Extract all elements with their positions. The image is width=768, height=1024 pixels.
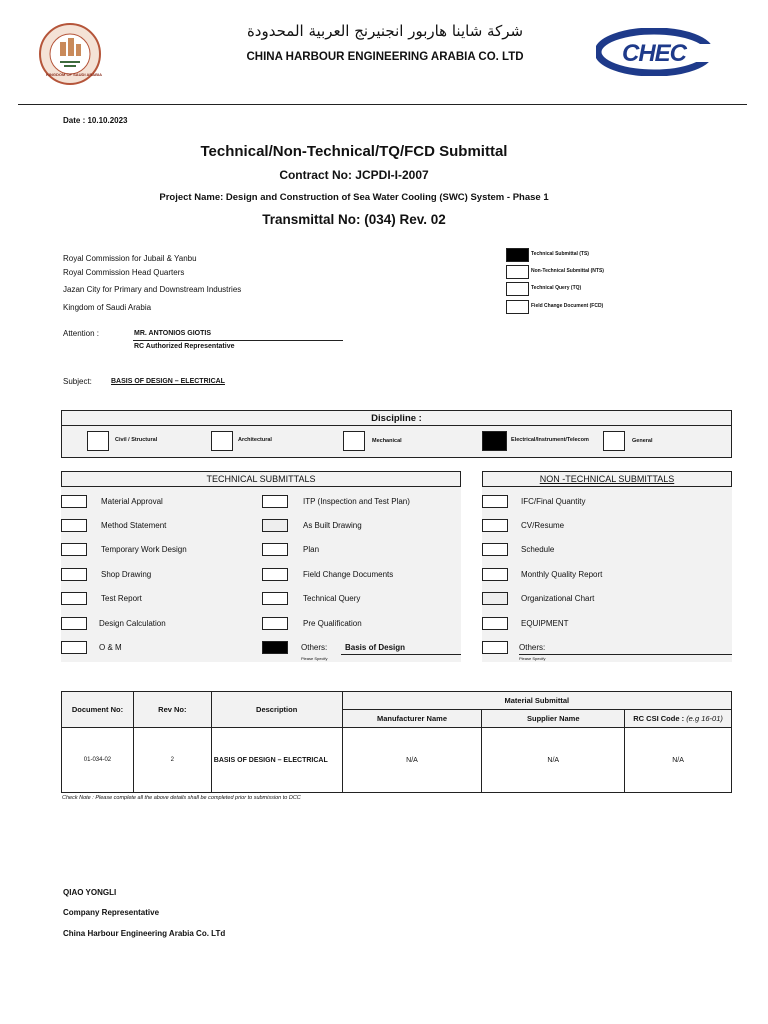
checkbox-shop-drawing[interactable] bbox=[61, 568, 87, 581]
cell-csi: N/A bbox=[625, 728, 732, 793]
non-technical-submittals-header bbox=[482, 471, 732, 487]
address-line: Royal Commission for Jubail & Yanbu bbox=[63, 254, 197, 263]
label-o-and-m: O & M bbox=[99, 643, 122, 652]
signatory-company: China Harbour Engineering Arabia Co. LTd bbox=[63, 929, 226, 938]
label-technical-submittal: Technical Submittal (TS) bbox=[531, 251, 589, 257]
label-technical-others: Others: bbox=[301, 643, 328, 652]
attention-underline bbox=[133, 340, 343, 341]
attention-name: MR. ANTONIOS GIOTIS bbox=[134, 330, 212, 337]
transmittal-number: Transmittal No: (034) Rev. 02 bbox=[262, 212, 446, 227]
technical-others-value[interactable]: Basis of Design bbox=[345, 643, 406, 652]
company-name-english: CHINA HARBOUR ENGINEERING ARABIA CO. LTD bbox=[246, 51, 524, 63]
label-temporary-work-design: Temporary Work Design bbox=[101, 545, 187, 554]
checkbox-civil-structural[interactable] bbox=[87, 431, 109, 451]
checkbox-cv-resume[interactable] bbox=[482, 519, 508, 532]
saudi-seal-logo bbox=[38, 22, 102, 86]
label-technical-query: Technical Query (TQ) bbox=[531, 285, 582, 291]
label-as-built-drawing: As Built Drawing bbox=[303, 521, 362, 530]
label-method-statement: Method Statement bbox=[101, 521, 167, 530]
address-line: Kingdom of Saudi Arabia bbox=[63, 303, 152, 312]
checkbox-architectural[interactable] bbox=[211, 431, 233, 451]
label-plan: Plan bbox=[303, 545, 320, 554]
checkbox-monthly-quality-report[interactable] bbox=[482, 568, 508, 581]
label-field-change-documents: Field Change Documents bbox=[303, 570, 394, 579]
label-cv-resume: CV/Resume bbox=[521, 521, 565, 530]
checkbox-o-and-m[interactable] bbox=[61, 641, 87, 654]
seal-text: KINGDOM OF SAUDI ARABIA bbox=[46, 72, 103, 77]
label-material-approval: Material Approval bbox=[101, 497, 163, 506]
chec-logo bbox=[596, 28, 730, 76]
label-shop-drawing: Shop Drawing bbox=[101, 570, 152, 579]
checkbox-technical-query[interactable] bbox=[506, 282, 529, 296]
non-technical-submittals-title: NON -TECHNICAL SUBMITTALS bbox=[539, 474, 675, 484]
label-design-calculation: Design Calculation bbox=[99, 619, 166, 628]
checkbox-method-statement[interactable] bbox=[61, 519, 87, 532]
label-civil-structural: Civil / Structural bbox=[115, 437, 158, 443]
checkbox-general[interactable] bbox=[603, 431, 625, 451]
header-manufacturer-name: Manufacturer Name bbox=[342, 710, 482, 728]
attention-role: RC Authorized Representative bbox=[134, 343, 235, 350]
label-schedule: Schedule bbox=[521, 545, 555, 554]
checkbox-organizational-chart[interactable] bbox=[482, 592, 508, 605]
technical-please-specify: Please Specify bbox=[301, 656, 328, 661]
checkbox-non-technical-submittal[interactable] bbox=[506, 265, 529, 279]
checkbox-plan[interactable] bbox=[262, 543, 288, 556]
checkbox-test-report[interactable] bbox=[61, 592, 87, 605]
address-line: Royal Commission Head Quarters bbox=[63, 268, 185, 277]
label-general: General bbox=[632, 438, 653, 444]
discipline-title: Discipline : bbox=[371, 413, 422, 424]
page-title: Technical/Non-Technical/TQ/FCD Submittal bbox=[200, 143, 508, 160]
non-technical-submittals-panel bbox=[482, 486, 732, 662]
address-line: Jazan City for Primary and Downstream Industries bbox=[63, 285, 242, 294]
cell-rev: 2 bbox=[133, 728, 211, 793]
subject-value: BASIS OF DESIGN – ELECTRICAL bbox=[111, 378, 225, 385]
header-divider bbox=[18, 104, 747, 105]
checkbox-field-change-documents[interactable] bbox=[262, 568, 288, 581]
signatory-role: Company Representative bbox=[63, 908, 160, 917]
technical-others-underline bbox=[341, 654, 461, 655]
checkbox-design-calculation[interactable] bbox=[61, 617, 87, 630]
checkbox-technical-submittal[interactable] bbox=[506, 248, 529, 262]
header-rc-csi-code-example: (e.g 16-01) bbox=[686, 714, 723, 723]
label-organizational-chart: Organizational Chart bbox=[521, 594, 595, 603]
label-equipment: EQUIPMENT bbox=[521, 619, 569, 628]
checkbox-technical-others[interactable] bbox=[262, 641, 288, 654]
header-material-submittal: Material Submittal bbox=[342, 692, 731, 710]
checkbox-non-technical-others[interactable] bbox=[482, 641, 508, 654]
chec-logo-text: CHEC bbox=[622, 40, 687, 67]
cell-supplier: N/A bbox=[482, 728, 625, 793]
attention-label: Attention : bbox=[63, 329, 100, 338]
cell-description: BASIS OF DESIGN – ELECTRICAL bbox=[211, 728, 342, 793]
check-note: Check Note : Please complete all the above details shall be completed prior to submission to DCC bbox=[62, 795, 301, 801]
technical-submittals-header: TECHNICAL SUBMITTALS bbox=[61, 471, 461, 487]
checkbox-temporary-work-design[interactable] bbox=[61, 543, 87, 556]
label-electrical-instrument-telecom: Electrical/Instrument/Telecom bbox=[511, 437, 589, 443]
signatory-name: QIAO YONGLI bbox=[63, 888, 117, 897]
label-non-technical-submittal: Non-Technical Submittal (NTS) bbox=[531, 268, 604, 274]
checkbox-ifc-final-quantity[interactable] bbox=[482, 495, 508, 508]
checkbox-pre-qualification[interactable] bbox=[262, 617, 288, 630]
label-non-technical-others: Others: bbox=[519, 643, 546, 652]
checkbox-mechanical[interactable] bbox=[343, 431, 365, 451]
cell-document-no: 01-034-02 bbox=[62, 728, 134, 793]
checkbox-electrical-instrument-telecom[interactable] bbox=[482, 431, 507, 451]
header-supplier-name: Supplier Name bbox=[482, 710, 625, 728]
date: Date : 10.10.2023 bbox=[63, 116, 128, 125]
header-rc-csi-code-label: RC CSI Code : bbox=[633, 714, 687, 723]
checkbox-as-built-drawing[interactable] bbox=[262, 519, 288, 532]
label-architectural: Architectural bbox=[238, 437, 272, 443]
header-rc-csi-code bbox=[625, 710, 732, 728]
label-ifc-final-quantity: IFC/Final Quantity bbox=[521, 497, 586, 506]
non-technical-others-underline bbox=[519, 654, 732, 655]
checkbox-schedule[interactable] bbox=[482, 543, 508, 556]
header-description: Description bbox=[211, 692, 342, 728]
checkbox-technical-query-item[interactable] bbox=[262, 592, 288, 605]
label-test-report: Test Report bbox=[101, 594, 142, 603]
company-name-arabic: شركة شاينا هاربور انجنيرنج العربية المحدودة bbox=[246, 22, 524, 40]
label-field-change-document: Field Change Document (FCD) bbox=[531, 303, 604, 309]
label-pre-qualification: Pre Qualification bbox=[303, 619, 362, 628]
checkbox-equipment[interactable] bbox=[482, 617, 508, 630]
subject-label: Subject: bbox=[63, 377, 92, 386]
label-itp: ITP (Inspection and Test Plan) bbox=[303, 497, 410, 506]
checkbox-field-change-document[interactable] bbox=[506, 300, 529, 314]
checkbox-itp[interactable] bbox=[262, 495, 288, 508]
label-mechanical: Mechanical bbox=[372, 438, 402, 444]
header-rev-no: Rev No: bbox=[133, 692, 211, 728]
project-name: Project Name: Design and Construction of Sea Water Cooling (SWC) System - Phase 1 bbox=[159, 192, 549, 203]
label-technical-query-item: Technical Query bbox=[303, 594, 361, 603]
cell-manufacturer: N/A bbox=[342, 728, 482, 793]
checkbox-material-approval[interactable] bbox=[61, 495, 87, 508]
header-document-no: Document No: bbox=[62, 692, 134, 728]
document-table bbox=[61, 691, 732, 793]
contract-number: Contract No: JCPDI-I-2007 bbox=[279, 168, 429, 182]
non-technical-please-specify: Please Specify bbox=[519, 656, 546, 661]
label-monthly-quality-report: Monthly Quality Report bbox=[521, 570, 603, 579]
